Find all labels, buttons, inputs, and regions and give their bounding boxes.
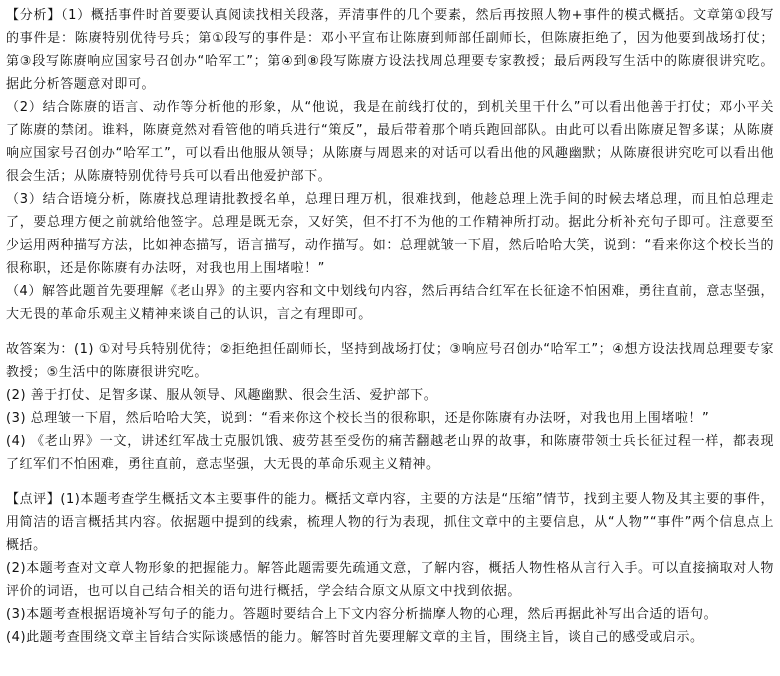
answer-1: 故答案为：(1) ①对号兵特别优待；②拒绝担任副师长，坚持到战场打仗；③响应号召创办“哈军工”；④想方设法找周总理要专家教授；⑤生活中的陈赓很讲究吃。 — [6, 342, 774, 380]
section-spacer — [6, 476, 774, 488]
analysis-section — [6, 4, 774, 326]
comment-1: 【点评】(1)本题考查学生概括文本主要事件的能力。概括文章内容，主要的方法是“压缩”情节，找到主要人物及其主要的事件，用简洁的语言概括其内容。依据题中提到的线索，梳理人物的行为表现，抓住文章中的主要信息，从“人物”“事件”两个信息点上概括。 — [6, 492, 774, 553]
answers-section — [6, 338, 774, 476]
analysis-paragraph-1: 【分析】（1）概括事件时首要要认真阅读找相关段落，弄清事件的几个要素，然后再按照人物+事件的模式概括。文章第①段写的事件是：陈赓特别优待号兵；第①段写的事件是：邓小平宣布让陈赓到师部任副师长，但陈赓拒绝了，因为他要到战场打仗；第③段写陈赓响应国家号召创办“哈军工”；第④到⑧段写陈赓方设法找周总理要专家教授；最后两段写生活中的陈赓很讲究吃。据此分析答题意对即可。 — [6, 8, 774, 92]
analysis-paragraph-2: （2）结合陈赓的语言、动作等分析他的形象，从“他说，我是在前线打仗的，到机关里干什么”可以看出他善于打仗；邓小平关了陈赓的禁闭。谁料，陈赓竟然对看管他的哨兵进行“策反”，最后带着那个哨兵跑回部队。由此可以看出陈赓足智多谋；从陈赓响应国家号召创办“哈军工”，可以看出他服从领导；从陈赓与周恩来的对话可以看出他的风趣幽默；从陈赓很讲究吃可以看出他很会生活；从陈赓特别优待号兵可以看出他爱护部下。 — [6, 100, 774, 184]
analysis-paragraph-3: （3）结合语境分析，陈赓找总理请批教授名单，总理日理万机，很难找到，他趁总理上洗手间的时候去堵总理，而且怕总理走了，要总理方便之前就给他签字。总理是既无奈，又好笑，但不打不为他的工作精神所打动。据此分析补充句子即可。注意要至少运用两种描写方法，比如神态描写，语言描写，动作描写。如：总理就皱一下眉，然后哈哈大笑，说到：“看来你这个校长当的很称职，还是你陈赓有办法呀，对我也用上围堵啦！” — [6, 192, 774, 276]
analysis-paragraph-4: （4）解答此题首先要理解《老山界》的主要内容和文中划线句内容，然后再结合红军在长征途不怕困难，勇往直前，意志坚强，大无畏的革命乐观主义精神来谈自己的认识，言之有理即可。 — [6, 284, 774, 322]
answer-3: (3) 总理皱一下眉，然后哈哈大笑，说到：“看来你这个校长当的很称职，还是你陈赓有办法呀，对我也用上围堵啦！” — [6, 411, 710, 426]
section-spacer — [6, 326, 774, 338]
answer-2: (2) 善于打仗、足智多谋、服从领导、风趣幽默、很会生活、爱护部下。 — [6, 388, 438, 403]
comment-3: (3)本题考查根据语境补写句子的能力。答题时要结合上下文内容分析揣摩人物的心理，然后再据此补写出合适的语句。 — [6, 607, 718, 622]
answer-4: (4) 《老山界》一文，讲述红军战士克服饥饿、疲劳甚至受伤的痛苦翻越老山界的故事，和陈赓带领士兵长征过程一样，都表现了红军们不怕困难，勇往直前，意志坚强，大无畏的革命乐观主义精神。 — [6, 434, 774, 472]
comment-4: (4)此题考查围绕文章主旨结合实际谈感悟的能力。解答时首先要理解文章的主旨，围绕主旨，谈自己的感受或启示。 — [6, 630, 704, 645]
comments-section — [6, 488, 774, 649]
comment-2: (2)本题考查对文章人物形象的把握能力。解答此题需要先疏通文意，了解内容，概括人物性格从言行入手。可以直接摘取对人物评价的词语，也可以自己结合相关的语句进行概括，学会结合原文从原文中找到依据。 — [6, 561, 774, 599]
